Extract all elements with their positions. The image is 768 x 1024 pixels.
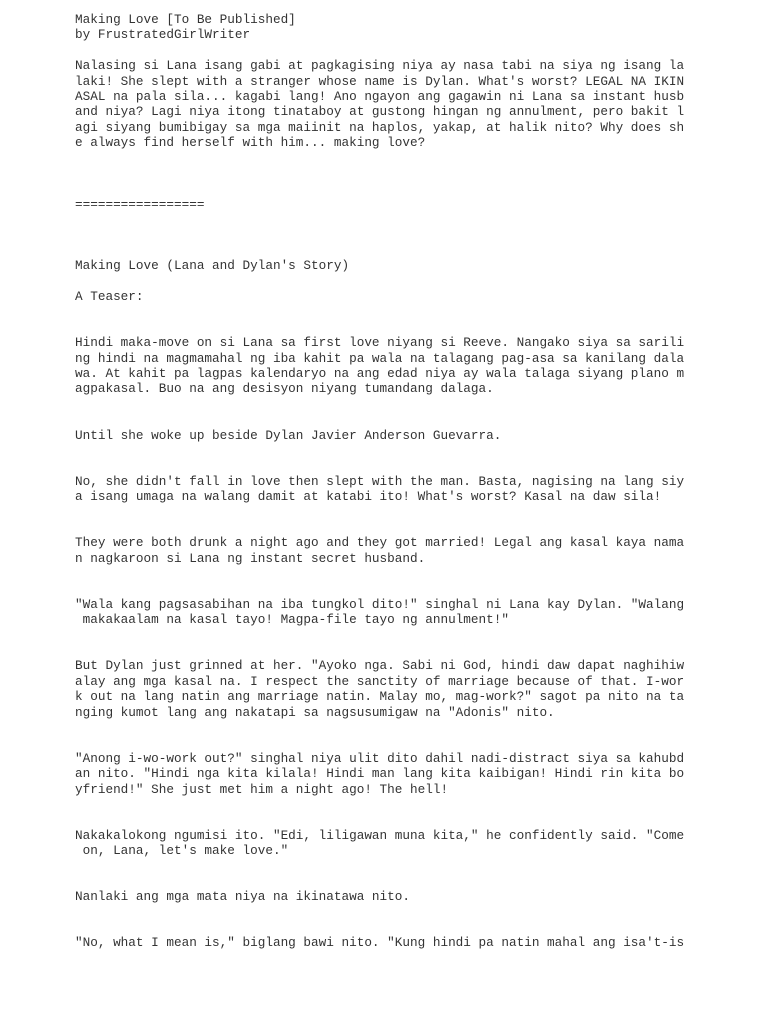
paragraph: [75, 428, 755, 443]
document-page: [75, 12, 755, 951]
paragraph-line: a isang umaga na walang damit at katabi ito! What's worst? Kasal na daw sila!: [75, 489, 662, 505]
paragraph-line: Nakakalokong ngumisi ito. "Edi, liligawan muna kita," he confidently said. "Come: [75, 827, 685, 843]
paragraph-line: Until she woke up beside Dylan Javier Anderson Guevarra.: [75, 427, 502, 443]
teaser-label: A Teaser:: [75, 289, 144, 305]
blurb-line: laki! She slept with a stranger whose name is Dylan. What's worst? LEGAL NA IKIN: [75, 73, 685, 89]
paragraph: [75, 889, 755, 904]
paragraph-line: makakaalam na kasal tayo! Magpa-file tayo ng annulment!": [75, 612, 509, 628]
paragraph-line: They were both drunk a night ago and they got married! Legal ang kasal kaya nama: [75, 535, 685, 551]
story-title: Making Love (Lana and Dylan's Story): [75, 258, 350, 274]
paragraph-line: Nanlaki ang mga mata niya na ikinatawa nito.: [75, 889, 411, 905]
paragraph-line: "No, what I mean is," biglang bawi nito. "Kung hindi pa natin mahal ang isa't-is: [75, 935, 685, 951]
paragraph-line: agpakasal. Buo na ang desisyon niyang tumandang dalaga.: [75, 381, 494, 397]
paragraph-line: n nagkaroon si Lana ng instant secret husband.: [75, 550, 426, 566]
paragraph: [75, 474, 755, 505]
paragraph-line: "Wala kang pagsasabihan na iba tungkol dito!" singhal ni Lana kay Dylan. "Walang: [75, 596, 685, 612]
paragraph-line: Hindi maka-move on si Lana sa first love niyang si Reeve. Nangako siya sa sarili: [75, 335, 685, 351]
blurb-line: ASAL na pala sila... kagabi lang! Ano ngayon ang gagawin ni Lana sa instant husb: [75, 88, 685, 104]
paragraph-line: on, Lana, let's make love.": [75, 843, 289, 859]
document-author: by FrustratedGirlWriter: [75, 27, 251, 43]
blurb-line: agi siyang bumibigay sa mga maiinit na haplos, yakap, at halik nito? Why does sh: [75, 119, 685, 135]
paragraph-line: But Dylan just grinned at her. "Ayoko nga. Sabi ni God, hindi daw dapat naghihiw: [75, 658, 685, 674]
paragraph: [75, 335, 755, 397]
paragraph-line: No, she didn't fall in love then slept with the man. Basta, nagising na lang siy: [75, 473, 685, 489]
section-divider: =================: [75, 196, 205, 212]
paragraph-line: k out na lang natin ang marriage natin. Malay mo, mag-work?" sagot pa nito na ta: [75, 689, 685, 705]
paragraph: [75, 828, 755, 859]
paragraph-line: ng hindi na magmamahal ng iba kahit pa wala na talagang pag-asa sa kanilang dala: [75, 350, 685, 366]
blurb: [75, 58, 755, 150]
paragraph: [75, 935, 755, 950]
blurb-line: e always find herself with him... making love?: [75, 135, 426, 151]
document-title: Making Love [To Be Published]: [75, 12, 296, 27]
paragraph-line: yfriend!" She just met him a night ago! The hell!: [75, 781, 449, 797]
paragraph-line: "Anong i-wo-work out?" singhal niya ulit dito dahil nadi-distract siya sa kahubd: [75, 750, 685, 766]
paragraph-line: alay ang mga kasal na. I respect the sanctity of marriage because of that. I-wor: [75, 673, 685, 689]
blurb-line: Nalasing si Lana isang gabi at pagkagising niya ay nasa tabi na siya ng isang la: [75, 58, 685, 74]
paragraph: [75, 658, 755, 720]
paragraph-line: wa. At kahit pa lagpas kalendaryo na ang edad niya ay wala talaga siyang plano m: [75, 365, 685, 381]
paragraph: [75, 751, 755, 797]
blurb-line: and niya? Lagi niya itong tinataboy at gustong hingan ng annulment, pero bakit l: [75, 104, 685, 120]
paragraph-line: an nito. "Hindi nga kita kilala! Hindi man lang kita kaibigan! Hindi rin kita bo: [75, 766, 685, 782]
paragraph: [75, 597, 755, 628]
paragraph-line: nging kumot lang ang nakatapi sa nagsusumigaw na "Adonis" nito.: [75, 704, 555, 720]
paragraph: [75, 535, 755, 566]
